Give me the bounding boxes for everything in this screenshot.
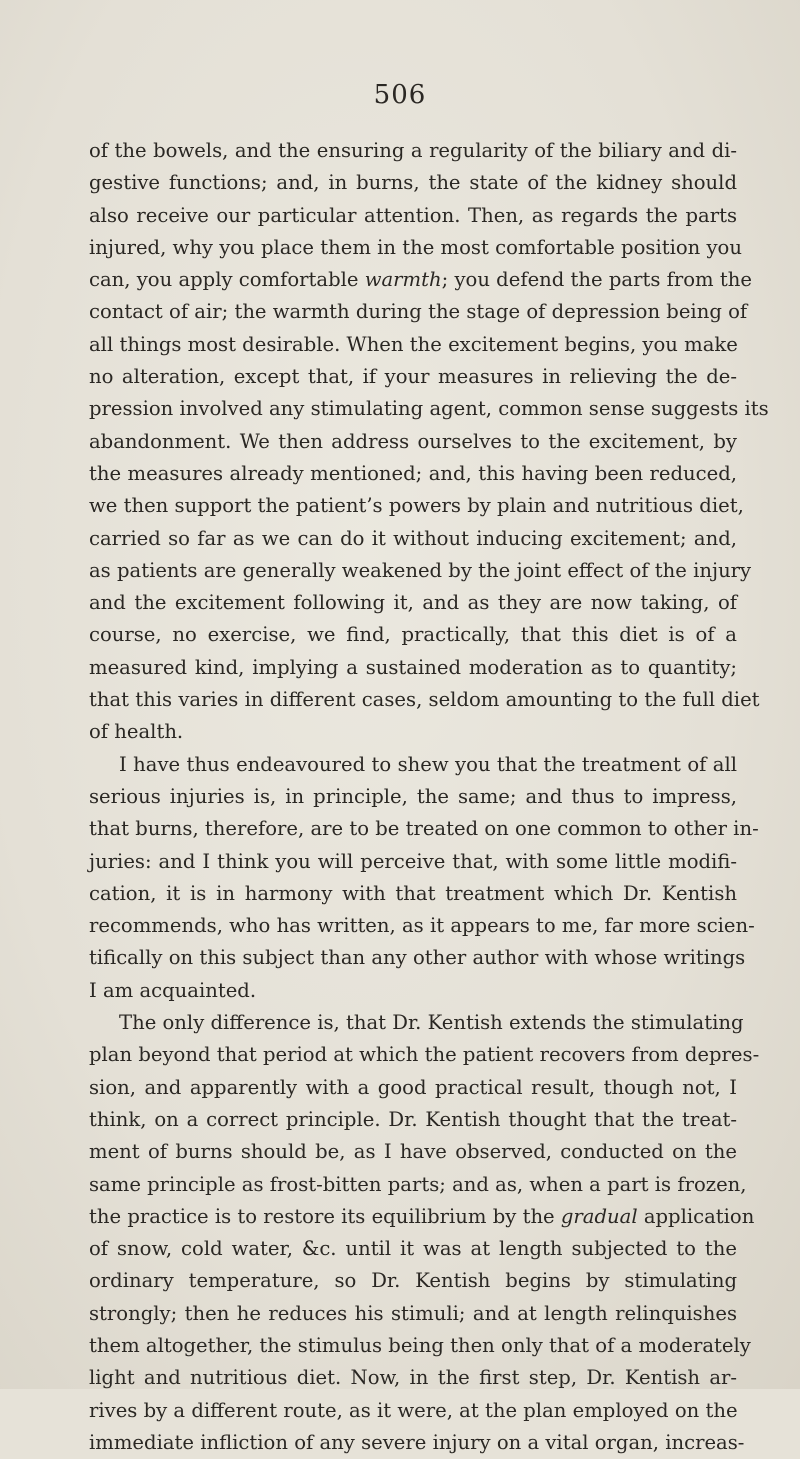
text-line: cation, it is in harmony with that treatment which Dr. Kentish — [89, 881, 737, 905]
text-line: of health. — [89, 720, 184, 744]
text-line: injured, why you place them in the most comfortable position you — [89, 235, 742, 259]
body-text — [89, 135, 769, 1459]
text-line: same principle as frost-bitten parts; and as, when a part is frozen, — [89, 1172, 747, 1196]
text-line: I am acquainted. — [89, 978, 257, 1002]
text-line: The only difference is, that Dr. Kentish extends the stimulating — [119, 1011, 744, 1035]
text-line: think, on a correct principle. Dr. Kentish thought that the treat- — [89, 1107, 737, 1131]
text-line: pression involved any stimulating agent, common sense suggests its — [89, 397, 769, 421]
text-line: that burns, therefore, are to be treated on one common to other in- — [89, 817, 759, 841]
text-line: the practice is to restore its equilibrium by the gradual application — [89, 1204, 755, 1228]
text-line: plan beyond that period at which the patient recovers from depres- — [89, 1043, 760, 1067]
text-line: of snow, cold water, &c. until it was at length subjected to the — [89, 1237, 737, 1261]
text-line: I have thus endeavoured to shew you that the treatment of all — [119, 752, 737, 776]
text-line: no alteration, except that, if your measures in relieving the de- — [89, 365, 737, 389]
text-line: immediate infliction of any severe injury on a vital organ, increas- — [89, 1430, 745, 1454]
text-line: light and nutritious diet. Now, in the first step, Dr. Kentish ar- — [89, 1366, 737, 1390]
text-line: juries: and I think you will perceive that, with some little modifi- — [89, 849, 737, 873]
text-line: them altogether, the stimulus being then only that of a moderately — [89, 1333, 751, 1357]
text-line: strongly; then he reduces his stimuli; and at length relinquishes — [89, 1301, 737, 1325]
text-line: contact of air; the warmth during the stage of depression being of — [89, 300, 748, 324]
text-line: also receive our particular attention. Then, as regards the parts — [89, 203, 737, 227]
text-line: serious injuries is, in principle, the same; and thus to impress, — [89, 784, 737, 808]
text-line: can, you apply comfortable warmth; you defend the parts from the — [89, 268, 752, 292]
text-line: course, no exercise, we find, practically, that this diet is of a — [89, 623, 737, 647]
text-line: abandonment. We then address ourselves to the excitement, by — [89, 429, 737, 453]
text-line: we then support the patient’s powers by plain and nutritious diet, — [89, 494, 744, 518]
text-line: tifically on this subject than any other author with whose writings — [89, 946, 746, 970]
text-line: sion, and apparently with a good practical result, though not, I — [89, 1075, 737, 1099]
text-line: all things most desirable. When the excitement begins, you make — [89, 332, 738, 356]
text-line: and the excitement following it, and as they are now taking, of — [89, 591, 737, 615]
text-line: ordinary temperature, so Dr. Kentish begins by stimulating — [89, 1269, 737, 1293]
text-line: recommends, who has written, as it appears to me, far more scien- — [89, 914, 755, 938]
text-line: as patients are generally weakened by the joint effect of the injury — [89, 558, 752, 582]
text-line: measured kind, implying a sustained moderation as to quantity; — [89, 655, 737, 679]
text-line: ment of burns should be, as I have observed, conducted on the — [89, 1140, 737, 1164]
text-line: that this varies in different cases, seldom amounting to the full diet — [89, 688, 760, 712]
text-line: rives by a different route, as it were, at the plan employed on the — [89, 1398, 738, 1422]
page-number: 506 — [373, 80, 427, 110]
text-line: carried so far as we can do it without inducing excitement; and, — [89, 526, 737, 550]
text-line: of the bowels, and the ensuring a regularity of the biliary and di- — [89, 139, 737, 162]
text-line: gestive functions; and, in burns, the state of the kidney should — [89, 171, 737, 195]
text-line: the measures already mentioned; and, this having been reduced, — [89, 461, 737, 485]
